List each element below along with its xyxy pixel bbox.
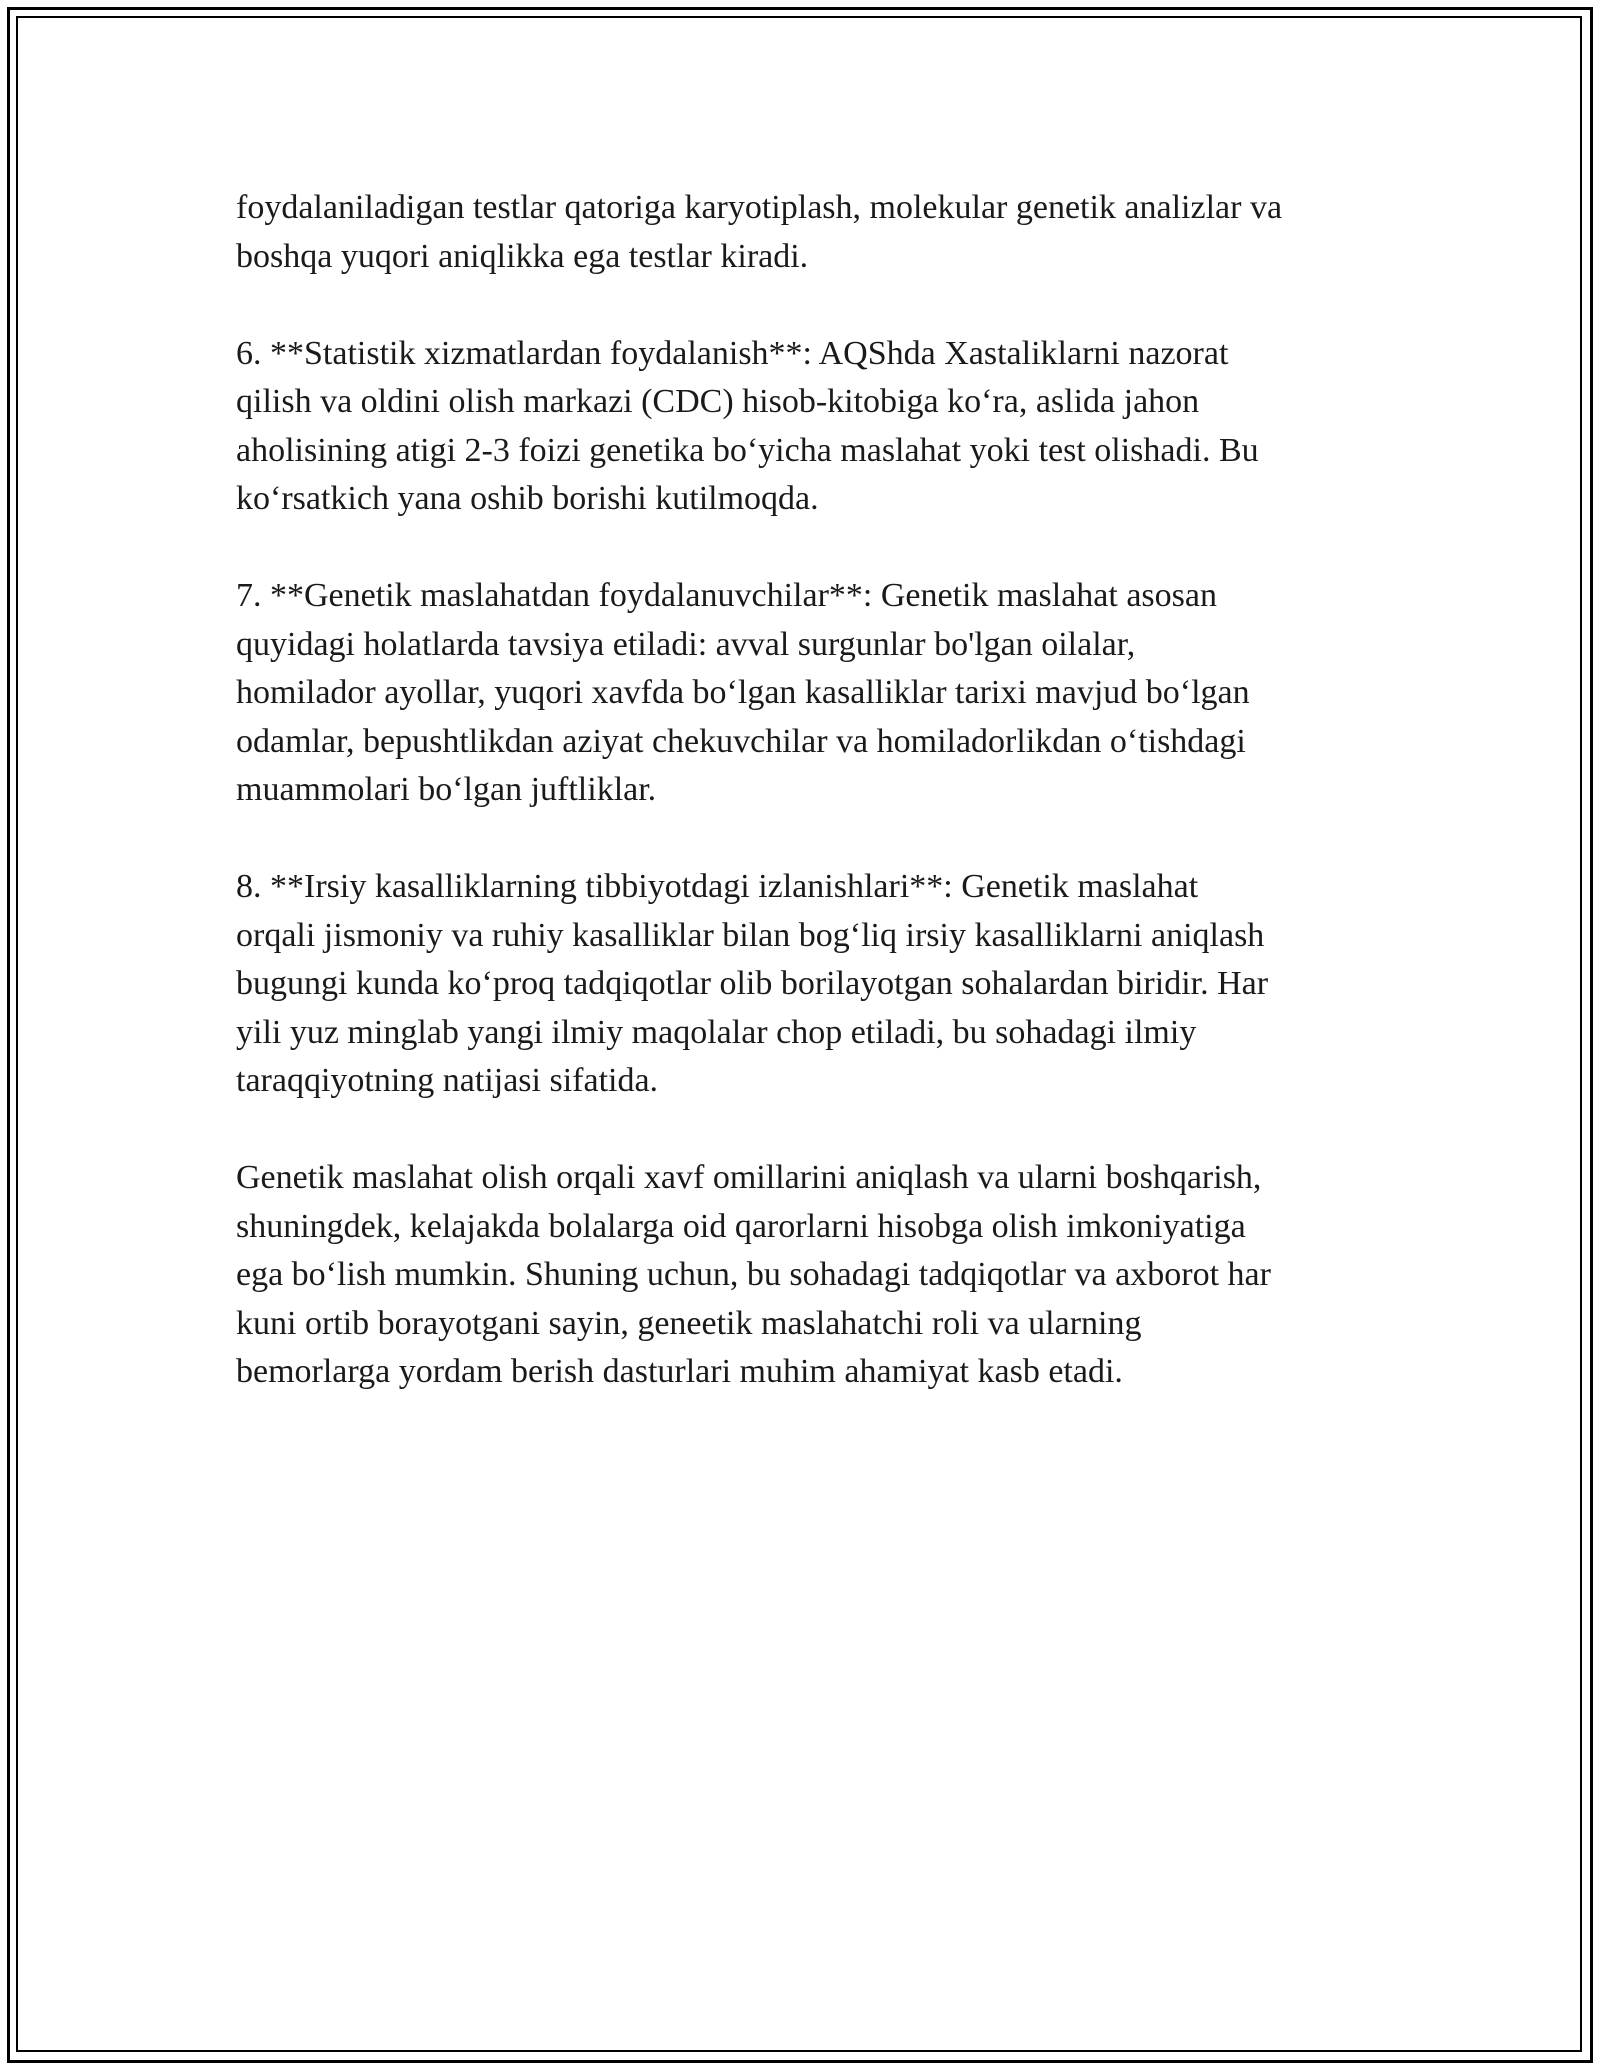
paragraph-users: 7. **Genetik maslahatdan foydalanuvchilar**: Genetik maslahat asosan quyidagi holatlarda tavsiya etiladi: avval surgunlar bo'lgan oilalar, homilador ayollar, yuqori xavfda bo‘lgan kasalliklar tarixi mavjud bo‘lgan odamlar, bepushtlikdan aziyat chekuvchilar va homiladorlikdan o‘tishdagi muammolari bo‘lgan juftliklar. <box>236 577 1250 808</box>
paragraph-statistics: 6. **Statistik xizmatlardan foydalanish**: AQShda Xastaliklarni nazorat qilish va oldini olish markazi (CDC) hisob-kitobiga ko‘ra, aslida jahon aholisining atigi 2-3 foizi genetika bo‘yicha maslahat yoki test olishadi. Bu ko‘rsatkich yana oshib borishi kutilmoqda. <box>236 334 1259 517</box>
paragraph-research: 8. **Irsiy kasalliklarning tibbiyotdagi izlanishlari**: Genetik maslahat orqali jismoniy va ruhiy kasalliklar bilan bog‘liq irsiy kasalliklarni aniqlash bugungi kunda ko‘proq tadqiqotlar olib borilayotgan sohalardan biridir. Har yili yuz minglab yangi ilmiy maqolalar chop etiladi, bu sohadagi ilmiy taraqqiyotning natijasi sifatida. <box>236 868 1269 1099</box>
paragraph-continuation: foydalaniladigan testlar qatoriga karyotiplash, molekular genetik analizlar va boshqa yuqori aniqlikka ega testlar kiradi. <box>236 189 1283 275</box>
document-body <box>236 184 1386 1445</box>
paragraph-conclusion: Genetik maslahat olish orqali xavf omillarini aniqlash va ularni boshqarish, shuningdek, kelajakda bolalarga oid qarorlarni hisobga olish imkoniyatiga ega bo‘lish mumkin. Shuning uchun, bu sohadagi tadqiqotlar va axborot har kuni ortib borayotgani sayin, geneetik maslahatchi roli va ularning bemorlarga yordam berish dasturlari muhim ahamiyat kasb etadi. <box>236 1159 1271 1390</box>
